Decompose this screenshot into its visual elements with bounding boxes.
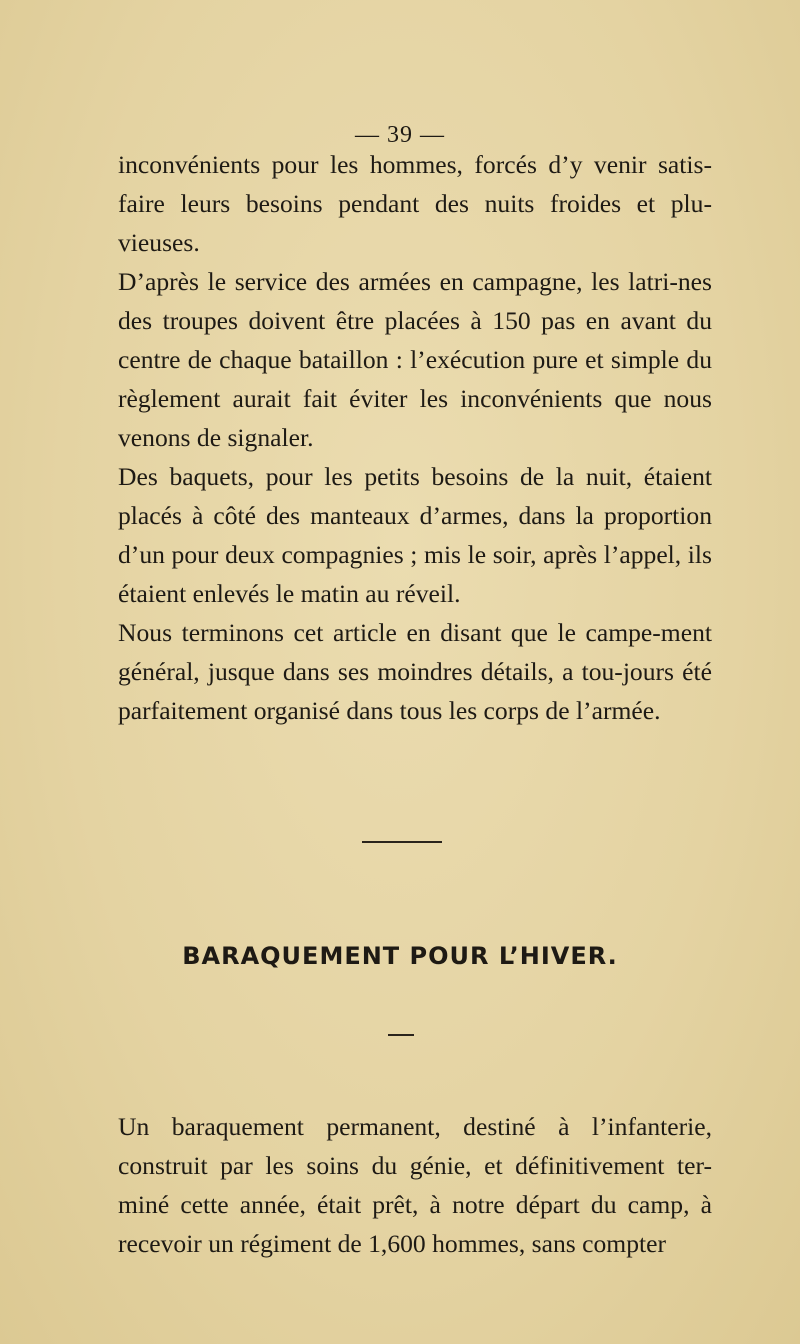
text-block-after-heading bbox=[118, 1107, 712, 1263]
heading-underline-rule bbox=[388, 1034, 414, 1036]
paragraph: Des baquets, pour les petits besoins de la nuit, étaient placés à côté des manteaux d’armes, dans la proportion d’un pour deux compagnies ; mis le soir, après l’appel, ils étaient enlevés le matin au réveil. bbox=[118, 462, 712, 608]
section-divider-rule bbox=[362, 841, 442, 843]
page-number: — 39 — bbox=[355, 122, 445, 148]
section-heading: BARAQUEMENT POUR L’HIVER. bbox=[182, 942, 618, 970]
text-block-before-heading bbox=[118, 145, 712, 730]
paragraph: D’après le service des armées en campagne, les latri-nes des troupes doivent être placées à 150 pas en avant du centre de chaque bataillon : l’exécution pure et simple du règlement aurait fait éviter les inconvénients que nous venons de signaler. bbox=[118, 267, 712, 452]
paragraph: Nous terminons cet article en disant que le campe-ment général, jusque dans ses moindres détails, a tou-jours été parfaitement organisé dans tous les corps de l’armée. bbox=[118, 618, 712, 725]
paragraph: Un baraquement permanent, destiné à l’infanterie, construit par les soins du génie, et définitivement ter-miné cette année, était prêt, à notre départ du camp, à recevoir un régiment de 1,600 hommes, sans compter bbox=[118, 1112, 712, 1258]
paragraph: inconvénients pour les hommes, forcés d’y venir satis-faire leurs besoins pendant des nuits froides et plu-vieuses. bbox=[118, 150, 712, 257]
